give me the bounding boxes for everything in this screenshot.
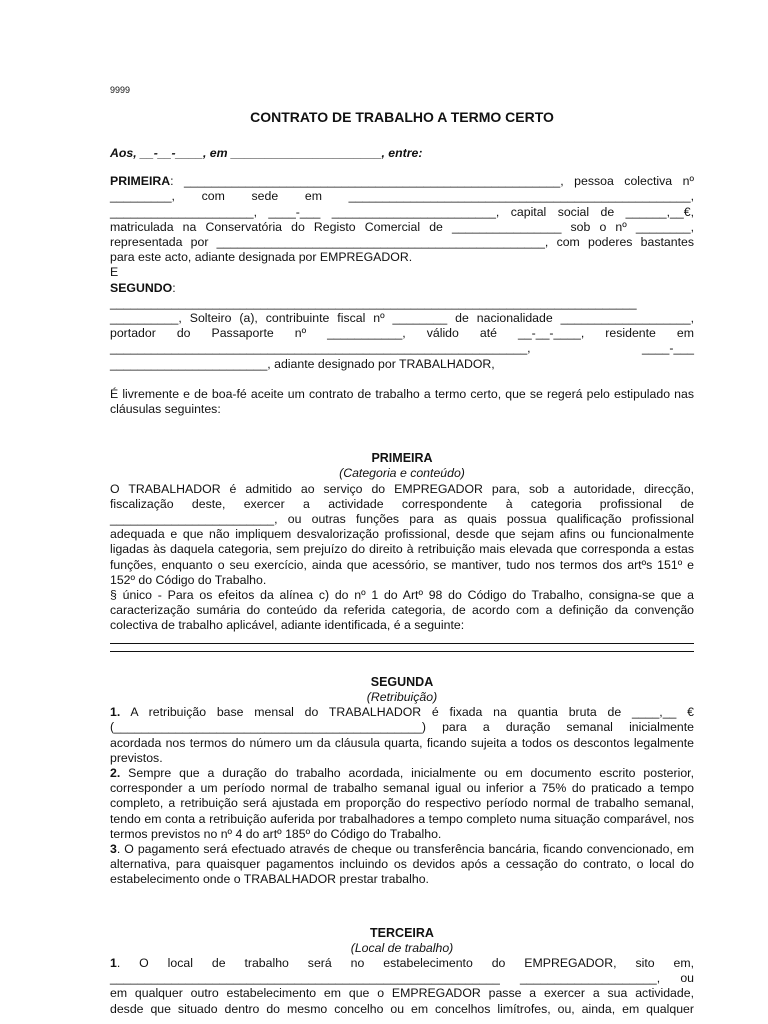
second-party-line-4: _____________________________________________________________, ____-___ [110,341,694,356]
clause-3-item-1-line-1: . O local de trabalho será no estabelecimento do EMPREGADOR, sito em, [116,955,694,970]
contract-page [110,85,694,1017]
first-party-line-4: matriculada na Conservatória do Registo Comercial de ________________ sob o nº ________, [110,219,694,234]
clause-terceira [110,926,694,1017]
clause-3-item-1-line-2: _________________________________________________________ ____________________, ou [110,971,694,986]
clause-2-subtitle: (Retribuição) [366,689,438,704]
clause-2-item-2-text: Sempre que a duração do trabalho acordada, inicialmente ou em documento escrito posterior, corresponder a um período normal de trabalho semanal igual ou inferior a 75% do praticado a tempo completo, a retribuição será ajustada em proporção do respectivo período normal de trabalho semanal, tendo em conta a retribuição auferida por trabalhadores a tempo completo numa situação comparável, nos termos previstos no nº 4 do artº 185º do Código do Trabalho. [110,765,694,841]
clause-2-item-1-line-1: A retribuição base mensal do TRABALHADOR é fixada na quantia bruta de ____,__ € [120,705,694,720]
clause-1-text-line-2: fiscalização deste, exercer a actividade correspondente à categoria profissional de [110,496,694,511]
second-party-line-5: _______________________, adiante designado por TRABALHADOR, [110,356,495,371]
category-blank: ________________________ [110,512,275,527]
and-separator: E [110,265,119,280]
first-party-line-2: _________, com sede em __________________________________________________, [110,189,694,204]
second-party-line-3: portador do Passaporte nº ___________, válido até __-__-____, residente em [110,326,694,341]
contract-title: CONTRATO DE TRABALHO A TERMO CERTO [250,109,554,125]
blank-line [110,651,694,652]
first-party-line-3: _____________________, ____-___ ________________________, capital social de ______,__€, [110,204,694,219]
second-party-colon: : [172,280,176,295]
clause-1-single-paragraph: § único - Para os efeitos da alínea c) do nº 1 do Artº 98 do Código do Trabalho, consigna-se que a caracterização sumária do conteúdo da referida categoria, de acordo com a definição da convenção colectiva de trabalho aplicável, adiante identificada, é a seguinte: [110,588,694,633]
preamble-paragraph: É livremente e de boa-fé aceite um contrato de trabalho a termo certo, que se regerá pelo estipulado nas cláusulas seguintes: [110,386,694,417]
clause-1-text-line-1: O TRABALHADOR é admitido ao serviço do EMPREGADOR para, sob a autoridade, direcção, [110,481,694,496]
clause-2-item-1-number: 1. [110,705,121,720]
second-party-section [110,281,694,372]
clause-3-item-1-line-3: em qualquer outro estabelecimento em que o EMPREGADOR passe a exercer a sua actividade, [110,986,694,1001]
clause-1-subtitle: (Categoria e conteúdo) [339,466,465,481]
clause-3-subtitle: (Local de trabalho) [350,940,454,955]
clause-2-title: SEGUNDA [370,674,434,689]
category-description-blanks [110,634,694,661]
document-number: 9999 [110,85,131,95]
clause-3-title: TERCEIRA [370,925,434,940]
clause-2-item-3-number: 3 [110,841,117,856]
second-party-label: SEGUNDO [110,280,173,295]
clause-segunda [110,675,694,888]
clause-2-item-1-line-2: (_____________________________________________) para a duração semanal inicialmente [110,720,694,735]
clause-3-item-1-line-4: desde que situado dentro do mesmo concelho ou em concelhos limítrofes, ou, ainda, em qualquer [110,1001,694,1016]
clause-1-title: PRIMEIRA [371,451,433,466]
second-party-line-1: _____________________________________________________________________________ [110,295,637,310]
first-party-line-5: representada por ________________________________________________, com poderes bastantes [110,235,694,250]
first-party-label: PRIMEIRA [110,174,171,189]
clause-2-item-1-rest: acordada nos termos do número um da cláusula quarta, ficando sujeita a todos os descontos legalmente previstos. [110,735,694,765]
second-party-line-2: __________, Solteiro (a), contribuinte fiscal nº ________ de nacionalidade ___________________, [110,311,694,326]
clause-2-item-3-text: . O pagamento será efectuado através de cheque ou transferência bancária, ficando convencionado, em alternativa, para quaisquer pagamentos incluindo os devidos após a cessação do contrato, o local do estabelecimento onde o TRABALHADOR prestar trabalho. [110,841,694,887]
first-party-line-1: : _______________________________________________________, pessoa colectiva nº [170,174,694,189]
first-party-line-6: para este acto, adiante designada por EMPREGADOR. [110,250,413,265]
clause-1-text-rest: adequada e que não impliquem desvalorização profissional, desde que sejam afins ou funcionalmente ligadas às daquela categoria, sem prejuízo do direito à retribuição mais elevada que corresponda a estas funções, enquanto o seu exercício, ainda que acessório, se mantiver, tudo nos termos dos artºs 151º e 152º do Código do Trabalho. [110,527,694,587]
blank-line [110,643,694,644]
clause-3-item-1-number: 1 [110,955,117,970]
first-party-section [110,174,694,265]
clause-1-text-line-3: , ou outras funções para as quais possua qualificação profissional [274,512,694,527]
clause-primeira [110,451,694,660]
clause-2-item-2-number: 2. [110,765,121,780]
date-place-line: Aos, __-__-____, em ______________________, entre: [110,146,423,160]
